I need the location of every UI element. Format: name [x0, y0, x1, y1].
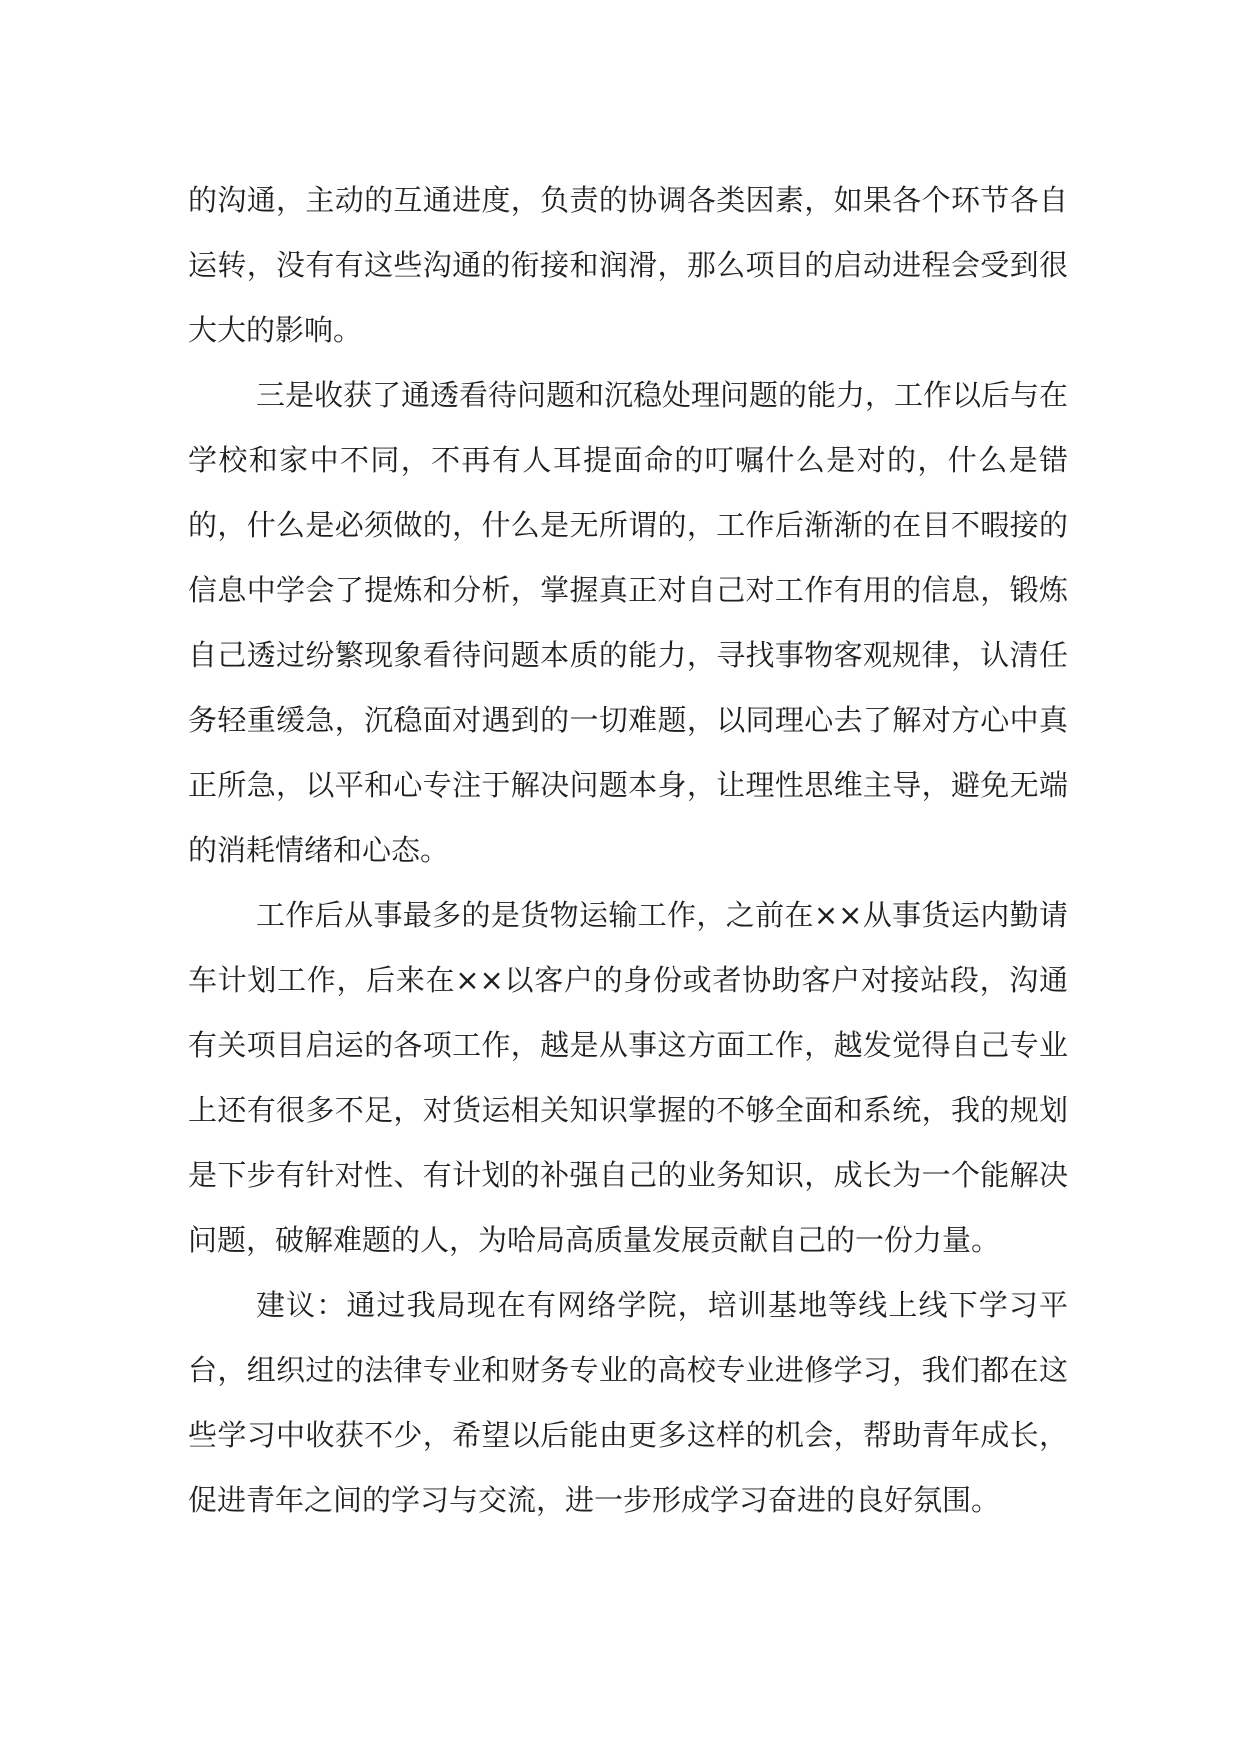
paragraph-3: 工作后从事最多的是货物运输工作，之前在××从事货运内勤请车计划工作，后来在××以客户的身份或者协助客户对接站段，沟通有关项目启运的各项工作，越是从事这方面工作，越发觉得自己专业上还有很多不足，对货运相关知识掌握的不够全面和系统，我的规划是下步有针对性、有计划的补强自己的业务知识，成长为一个能解决问题，破解难题的人，为哈局高质量发展贡献自己的一份力量。	[188, 898, 1068, 1257]
paragraph-2: 三是收获了通透看待问题和沉稳处理问题的能力，工作以后与在学校和家中不同，不再有人耳提面命的叮嘱什么是对的，什么是错的，什么是必须做的，什么是无所谓的，工作后渐渐的在目不暇接的信息中学会了提炼和分析，掌握真正对自己对工作有用的信息，锻炼自己透过纷繁现象看待问题本质的能力，寻找事物客观规律，认清任务轻重缓急，沉稳面对遇到的一切难题，以同理心去了解对方心中真正所急，以平和心专注于解决问题本身，让理性思维主导，避免无端的消耗情绪和心态。	[188, 378, 1069, 867]
paragraph-4: 建议：通过我局现在有网络学院，培训基地等线上线下学习平台，组织过的法律专业和财务专业的高校专业进修学习，我们都在这些学习中收获不少，希望以后能由更多这样的机会，帮助青年成长，促进青年之间的学习与交流，进一步形成学习奋进的良好氛围。	[188, 1288, 1068, 1517]
document-body	[188, 168, 1068, 1533]
paragraph-1: 的沟通，主动的互通进度，负责的协调各类因素，如果各个环节各自运转，没有有这些沟通的衔接和润滑，那么项目的启动进程会受到很大大的影响。	[188, 183, 1068, 347]
